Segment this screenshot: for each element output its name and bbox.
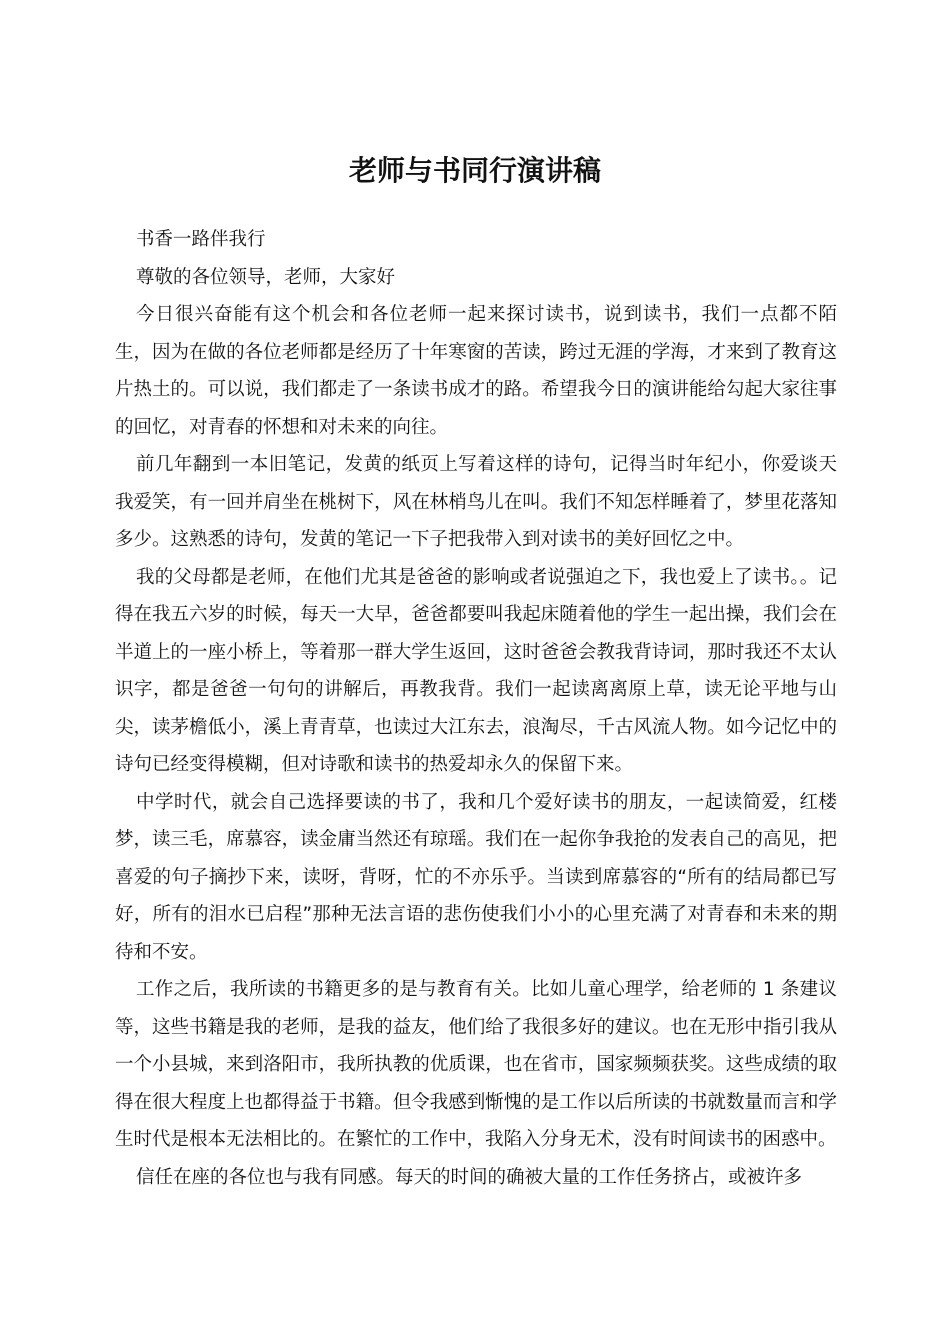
body-paragraph: 前几年翻到一本旧笔记，发黄的纸页上写着这样的诗句，记得当时年纪小，你爱谈天我爱笑，有一回并肩坐在桃树下，风在林梢鸟儿在叫。我们不知怎样睡着了，梦里花落知多少。这熟悉的诗句，发黄的笔记一下子把我带入到对读书的美好回忆之中。 [115, 454, 837, 550]
body-paragraph: 今日很兴奋能有这个机会和各位老师一起来探讨读书，说到读书，我们一点都不陌生，因为在做的各位老师都是经历了十年寒窗的苦读，跨过无涯的学海，才来到了教育这片热土的。可以说，我们都走了一条读书成才的路。希望我今日的演讲能给勾起大家往事的回忆，对青春的怀想和对未来的向往。 [115, 304, 837, 438]
document-body [115, 221, 837, 1196]
body-paragraph: 尊敬的各位领导，老师，大家好 [136, 266, 396, 288]
body-paragraph: 中学时代，就会自己选择要读的书了，我和几个爱好读书的朋友，一起读简爱，红楼梦，读三毛，席慕容，读金庸当然还有琼瑶。我们在一起你争我抢的发表自己的高见，把喜爱的句子摘抄下来，读呀，背呀，忙的不亦乐乎。当读到席慕容的“所有的结局都已写好，所有的泪水已启程”那种无法言语的悲伤使我们小小的心里充满了对青春和未来的期待和不安。 [115, 791, 837, 963]
page-title: 老师与书同行演讲稿 [348, 153, 601, 187]
body-paragraph: 我的父母都是老师，在他们尤其是爸爸的影响或者说强迫之下，我也爱上了读书。。记得在我五六岁的时候，每天一大早，爸爸都要叫我起床随着他的学生一起出操，我们会在半道上的一座小桥上，等着那一群大学生返回，这时爸爸会教我背诗词，那时我还不太认识字，都是爸爸一句句的讲解后，再教我背。我们一起读离离原上草，读无论平地与山尖，读茅檐低小，溪上青青草，也读过大江东去，浪淘尽，千古风流人物。如今记忆中的诗句已经变得模糊，但对诗歌和读书的热爱却永久的保留下来。 [115, 566, 837, 775]
body-paragraph: 工作之后，我所读的书籍更多的是与教育有关。比如儿童心理学，给老师的 1 条建议等，这些书籍是我的老师，是我的益友，他们给了我很多好的建议。也在无形中指引我从一个小县城，来到洛阳市，我所执教的优质课，也在省市，国家频频获奖。这些成绩的取得在很大程度上也都得益于书籍。但令我感到惭愧的是工作以后所读的书就数量而言和学生时代是根本无法相比的。在繁忙的工作中，我陷入分身无术，没有时间读书的困惑中。 [115, 979, 837, 1150]
body-paragraph: 信任在座的各位也与我有同感。每天的时间的确被大量的工作任务挤占，或被许多 [136, 1166, 803, 1188]
body-paragraph: 书香一路伴我行 [136, 229, 266, 250]
